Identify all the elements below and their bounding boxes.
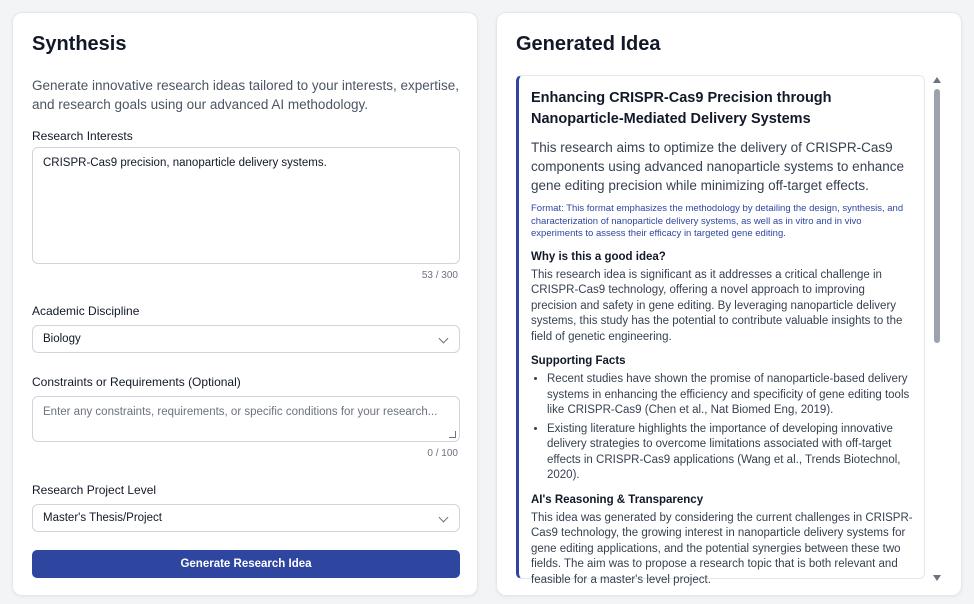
panel-title: Generated Idea bbox=[516, 33, 661, 55]
research-interests-value: CRISPR-Cas9 precision, nanoparticle delivery systems. bbox=[43, 157, 327, 169]
reasoning-heading: AI's Reasoning & Transparency bbox=[531, 493, 704, 506]
interests-char-counter: 53 / 300 bbox=[421, 270, 458, 281]
idea-title: Enhancing CRISPR-Cas9 Precision through Nanoparticle-Mediated Delivery Systems bbox=[531, 90, 832, 127]
list-item: • Existing literature highlights the importance of developing innovative delivery strategies to overcome limitations associated with off-target effects in CRISPR-Cas9 applications (Wang et al., Trends Biotechnol, 2020). bbox=[547, 422, 913, 484]
supporting-facts-list bbox=[531, 372, 913, 484]
idea-card[interactable] bbox=[516, 75, 925, 586]
scroll-down-icon[interactable] bbox=[933, 575, 941, 581]
idea-scrollbar[interactable] bbox=[933, 77, 941, 581]
resize-grip-icon[interactable] bbox=[449, 431, 456, 438]
project-level-value: Master's Thesis/Project bbox=[43, 512, 162, 524]
list-item: • Recent studies have shown the promise of nanoparticle-based delivery systems in enhancing the efficiency and specificity of gene editing tools like CRISPR-Cas9 (Chen et al., Nat Biomed Eng, 2019). bbox=[547, 372, 913, 419]
academic-discipline-select[interactable] bbox=[32, 325, 460, 353]
idea-summary: This research aims to optimize the delivery of CRISPR-Cas9 components using advanced nanoparticle systems to enhance gene editing precision while minimizing off-target effects. bbox=[531, 140, 904, 193]
constraints-input[interactable] bbox=[32, 396, 460, 442]
reasoning-text: This idea was generated by considering the current challenges in CRISPR-Cas9 technology, the growing interest in nanoparticle delivery systems for gene editing applications, and the potential synergies between these two fields. The aim was to propose a research topic that is both relevant and feasible for a master's level project. bbox=[531, 511, 913, 586]
idea-content bbox=[531, 88, 913, 588]
scroll-thumb[interactable] bbox=[934, 89, 940, 343]
why-heading: Why is this a good idea? bbox=[531, 250, 666, 263]
synthesis-panel bbox=[12, 12, 478, 596]
project-level-label: Research Project Level bbox=[32, 483, 157, 497]
generate-research-idea-button[interactable]: Generate Research Idea bbox=[32, 550, 460, 578]
research-interests-input[interactable] bbox=[32, 147, 460, 264]
research-interests-label: Research Interests bbox=[32, 129, 133, 143]
scroll-up-icon[interactable] bbox=[933, 77, 941, 83]
project-level-select[interactable] bbox=[32, 504, 460, 532]
why-text: This research idea is significant as it addresses a critical challenge in CRISPR-Cas9 technology, offering a novel approach to improving precision and safety in gene editing. By leveraging nanoparticle delivery systems, this study has the potential to contribute valuable insights to the field of genetic engineering. bbox=[531, 268, 903, 343]
constraints-label: Constraints or Requirements (Optional) bbox=[32, 375, 241, 389]
academic-discipline-value: Biology bbox=[43, 333, 81, 345]
idea-format-note: Format: This format emphasizes the methodology by detailing the design, synthesis, and characterization of nanoparticle delivery systems, as well as in vitro and in vivo experiments to assess their efficacy in targeted gene editing. bbox=[531, 203, 904, 239]
constraints-placeholder: Enter any constraints, requirements, or specific conditions for your research... bbox=[43, 406, 438, 418]
panel-description: Generate innovative research ideas tailored to your interests, expertise, and research goals using our advanced AI methodology. bbox=[32, 78, 459, 112]
supporting-facts-heading: Supporting Facts bbox=[531, 355, 626, 367]
panel-title: Synthesis bbox=[32, 33, 127, 55]
generated-idea-panel bbox=[496, 12, 962, 596]
constraints-char-counter: 0 / 100 bbox=[427, 448, 458, 459]
academic-discipline-label: Academic Discipline bbox=[32, 304, 140, 318]
chevron-down-icon bbox=[439, 513, 449, 523]
chevron-down-icon bbox=[439, 334, 449, 344]
